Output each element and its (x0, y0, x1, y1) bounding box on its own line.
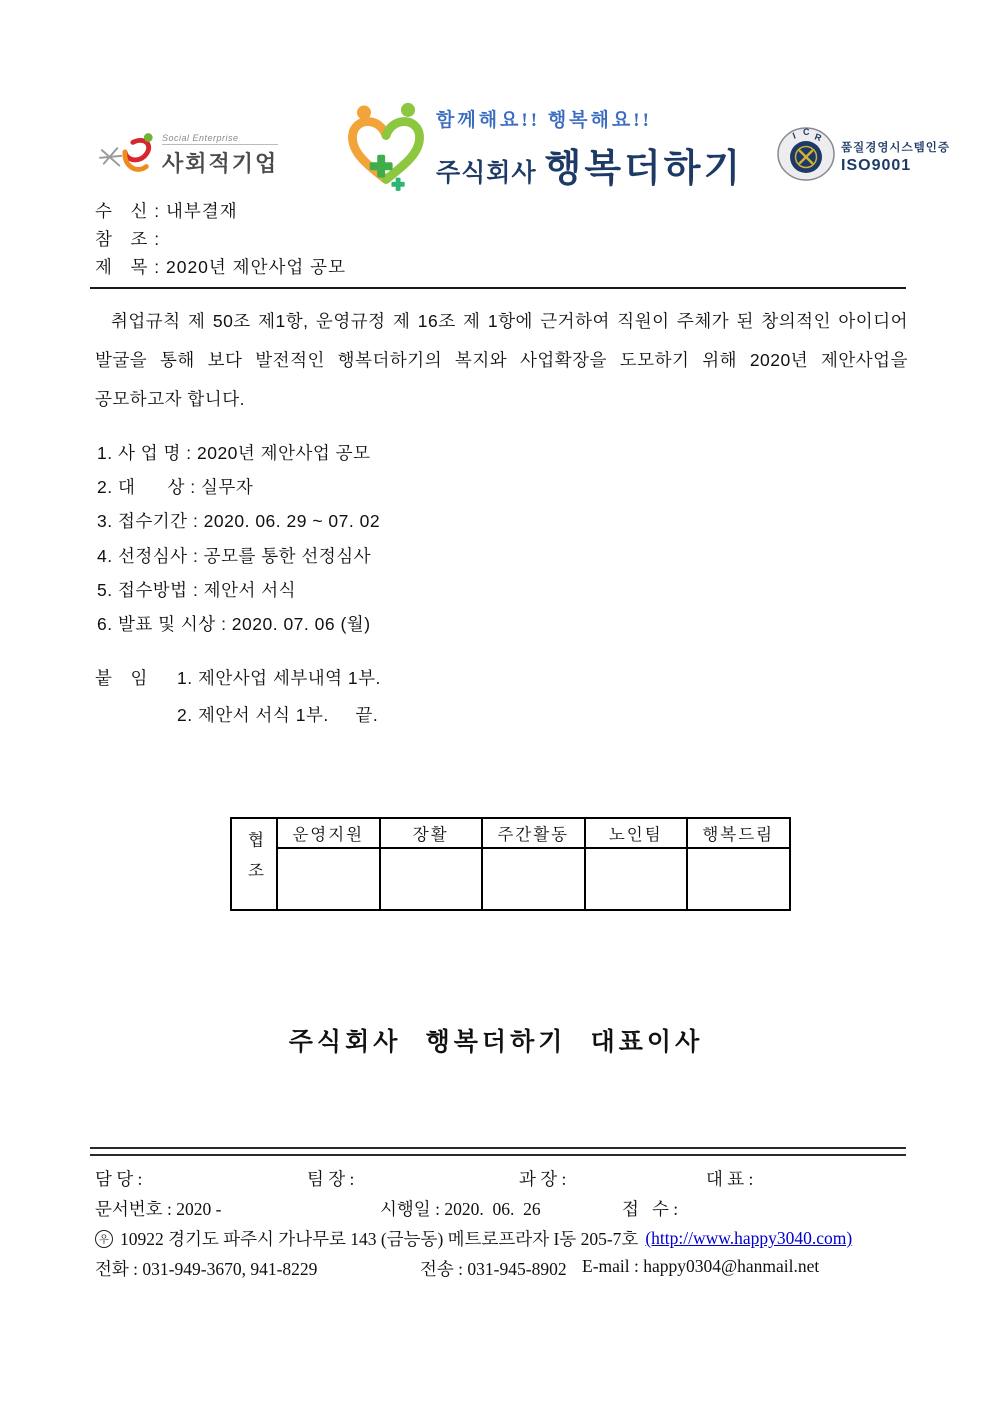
issue-date: 시행일 : 2020. 06. 26 (380, 1199, 541, 1219)
company-name-prefix: 주식회사 (436, 159, 537, 187)
iso-cert-name: ISO9001 (841, 156, 912, 174)
email-address: E-mail : happy0304@hanmail.net (582, 1256, 820, 1276)
company-address: 10922 경기도 파주시 가나무로 143 (금능동) 메트로프라자 I동 205-7호 (120, 1229, 639, 1249)
receipt-label: 접 수 : (622, 1199, 679, 1219)
list-item: 3. 접수기간 : 2020. 06. 29 ~ 07. 02 (97, 511, 381, 532)
document-number: 문서번호 : 2020 - (95, 1199, 222, 1219)
table-column-header: 행복드림 (687, 818, 790, 848)
iso-certification-logo (776, 124, 950, 189)
signature-cell (277, 848, 380, 910)
table-column-header: 노인팀 (585, 818, 688, 848)
icr-seal-icon (776, 124, 836, 189)
svg-text:C: C (803, 127, 810, 137)
attachment-item: 1. 제안사업 세부내역 1부. (177, 668, 381, 688)
footer-role-damdang: 담 당 : (95, 1169, 143, 1189)
table-column-header: 운영지원 (277, 818, 380, 848)
address-line (95, 1226, 852, 1251)
signature-cell (585, 848, 688, 910)
company-logo (342, 100, 743, 197)
item-list (97, 436, 380, 641)
signature-cell (380, 848, 483, 910)
heart-people-icon (342, 100, 430, 197)
list-item: 1. 사 업 명 : 2020년 제안사업 공모 (97, 443, 371, 463)
iso-cert-label: 품질경영시스템인증 (841, 141, 950, 154)
ceo-signature: 주식회사 행복더하기 대표이사 (288, 1029, 704, 1056)
company-name: 행복더하기 (544, 148, 744, 190)
social-enterprise-logo (98, 128, 278, 183)
company-slogan: 함께해요!! 행복해요!! (436, 110, 652, 131)
attachment-item: 2. 제안서 서식 1부. 끝. (177, 704, 379, 725)
social-enterprise-label: 사회적기업 (162, 151, 279, 176)
footer-divider (90, 1147, 906, 1156)
phone-numbers: 전화 : 031-949-3670, 941-8229 (95, 1259, 318, 1279)
svg-text:I: I (791, 130, 798, 141)
footer-role-gwajang: 과 장 : (519, 1169, 567, 1189)
list-item: 6. 발표 및 시상 : 2020. 07. 06 (월) (97, 614, 371, 635)
footer-role-teamjang: 팀 장 : (307, 1169, 355, 1189)
reference-line: 참 조 : (95, 229, 161, 249)
social-enterprise-caption: Social Enterprise (162, 133, 278, 145)
social-enterprise-mark-icon (98, 128, 156, 183)
cooperation-table (230, 817, 791, 911)
recipient-block (95, 197, 346, 281)
cooperation-row-label: 협조 (231, 818, 277, 910)
table-signature-row (231, 848, 790, 910)
attachments-block (95, 660, 381, 733)
footer-role-daepyo: 대 표 : (706, 1169, 754, 1189)
postal-code-icon: 우 (95, 1230, 113, 1248)
table-column-header: 주간활동 (482, 818, 585, 848)
header-divider (90, 287, 906, 289)
body-paragraph: 취업규칙 제 50조 제1항, 운영규정 제 16조 제 1항에 근거하여 직원이 주체가 된 창의적인 아이디어 발굴을 통해 보다 발전적인 행복더하기의 복지와 사업확장을 도모하기 위해 2020년 제안사업을 공모하고자 합니다. (95, 311, 908, 409)
signature-cell (482, 848, 585, 910)
list-item: 5. 접수방법 : 제안서 서식 (97, 579, 297, 600)
attachment-label: 붙 임 (95, 668, 149, 688)
svg-text:R: R (813, 131, 823, 144)
website-link[interactable]: (http://www.happy3040.com) (645, 1228, 853, 1248)
recipient-line: 수 신 : 내부결재 (95, 201, 238, 221)
fax-number: 전송 : 031-945-8902 (420, 1259, 567, 1279)
subject-line: 제 목 : 2020년 제안사업 공모 (95, 257, 346, 277)
table-column-header: 장활 (380, 818, 483, 848)
signature-cell (687, 848, 790, 910)
list-item: 2. 대 상 : 실무자 (97, 477, 254, 498)
list-item: 4. 선정심사 : 공모를 통한 선정심사 (97, 545, 372, 566)
